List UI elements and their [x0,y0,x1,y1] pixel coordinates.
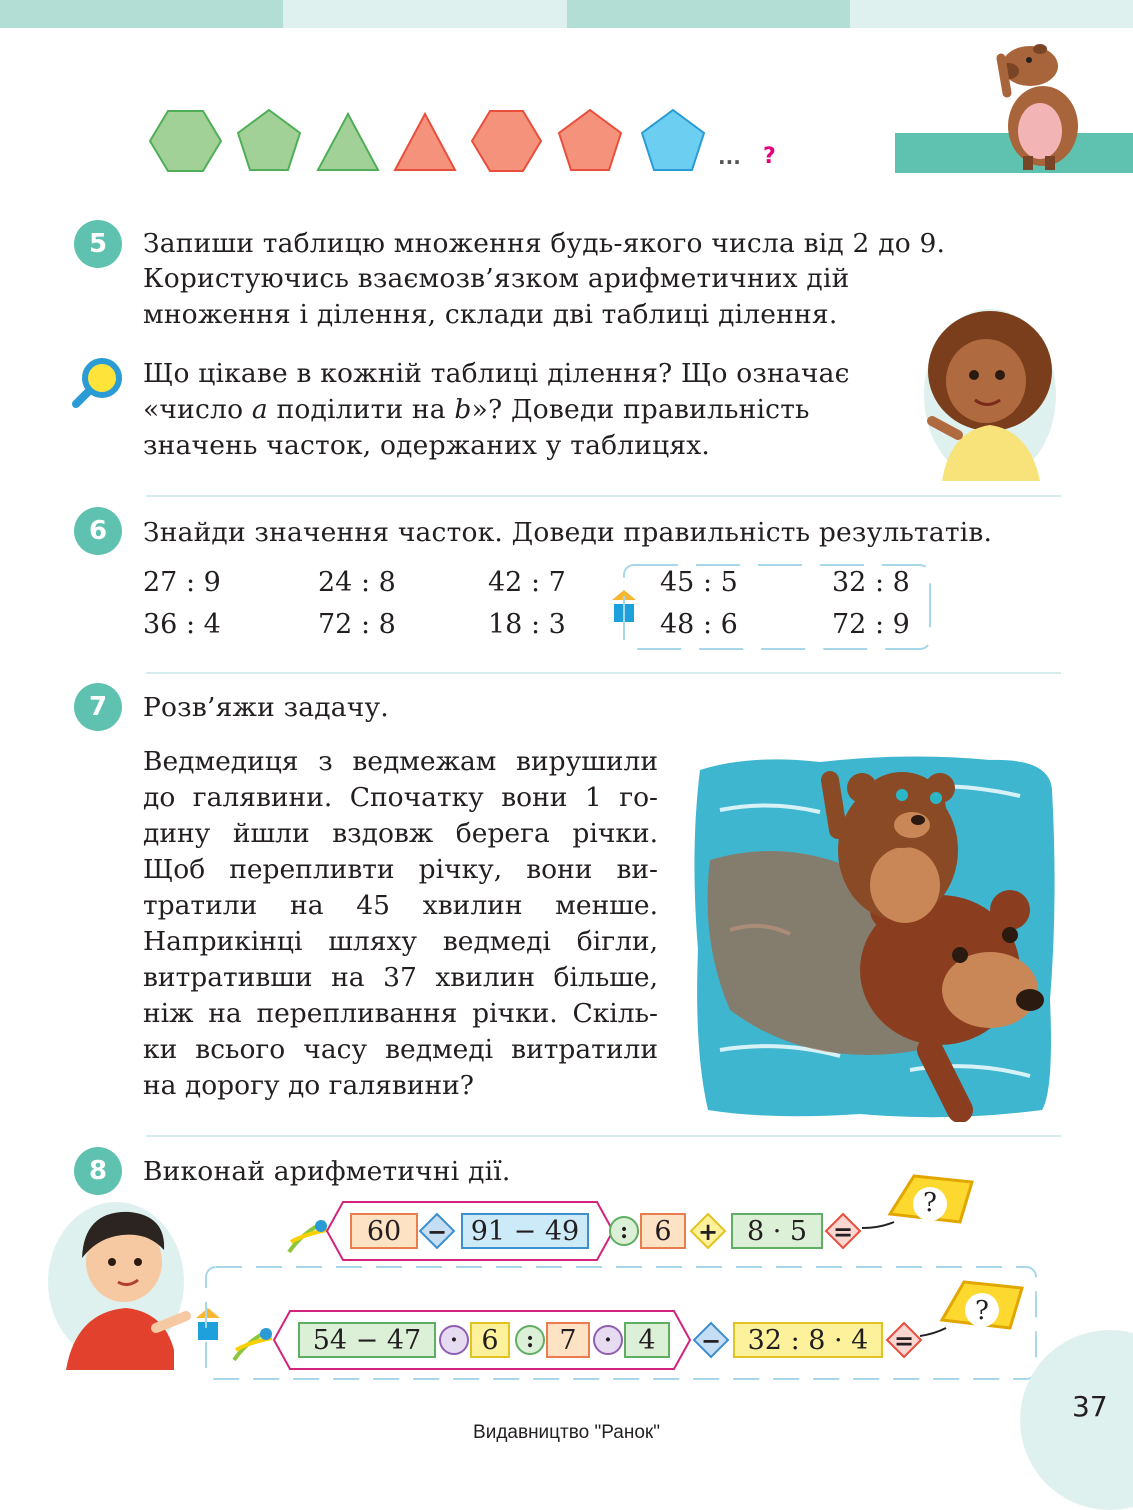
expr-32-8: 32 : 8 [832,567,910,598]
chain-2-value-c: 7 [546,1322,590,1358]
expr-18-3: 18 : 3 [488,609,566,640]
pattern-question-mark: ? [763,144,776,169]
task-7-problem [143,744,658,1104]
problem-line-4: Щоб перепливти річку, вони ви- [143,854,658,885]
shape-pattern [145,106,785,176]
green-triangle [318,114,378,170]
chain-2-value-b: 6 [470,1322,510,1358]
top-bar-segment-4 [850,0,1133,28]
expr-72-9: 72 : 9 [832,609,910,640]
expr-27-9: 27 : 9 [143,567,221,598]
boy-illustration [46,1200,196,1370]
separator-2 [146,672,1061,674]
problem-line-10: на дорогу до галявини? [143,1070,475,1101]
chain-2-multiply-sign-1: · [439,1325,469,1355]
q2-part-a: «число [143,394,252,425]
chain-1-value-a: 60 [350,1213,418,1249]
publisher-footer: Видавництво "Ранок" [473,1422,660,1443]
page-number: 37 [1072,1390,1108,1423]
task-5-question-line-3: значень часток, одержаних у таблицях. [143,430,711,461]
chain-2-divide-sign: : [515,1325,545,1355]
task-8-badge: 8 [74,1147,122,1195]
magnifier-icon [68,356,126,412]
chain-1-divide-sign: : [609,1216,639,1246]
task-5-line-2: Користуючись взаємозв’язком арифметичних дій [143,263,850,294]
problem-line-7: витративши на 37 хвилин більше, [143,962,658,993]
blue-pentagon [642,110,704,170]
chain-1-equals-sign: = [832,1216,854,1246]
chain-2-minus-sign: − [700,1325,722,1355]
expr-72-8: 72 : 8 [318,609,396,640]
task-6-text: Знайди значення часток. Доведи правильність результатів. [143,517,993,548]
chain-2-value-e: 32 : 8 · 4 [733,1322,883,1358]
chain-1-plus-sign: + [697,1216,719,1246]
variable-a: a [251,394,268,425]
task-5-question-line-1: Що цікаве в кожній таблиці ділення? Що означає [143,358,850,389]
chain-1-value-c: 6 [640,1213,686,1249]
top-bar-segment-2 [283,0,567,28]
chain-1-value-b: 91 − 49 [461,1213,589,1249]
task-7-title: Розв’яжи задачу. [143,692,389,723]
chain-2-value-a: 54 − 47 [298,1322,436,1358]
problem-line-6: Наприкінці шляху ведмеді бігли, [143,926,658,957]
separator-3 [146,1135,1061,1137]
kite-tail-icon-2 [230,1320,276,1362]
expr-48-6: 48 : 6 [660,609,738,640]
chain-2-equals-sign: = [893,1325,915,1355]
separator-1 [146,495,1061,497]
top-bar-segment-3 [567,0,850,28]
task-5-question-line-2 [143,392,810,428]
chain-2-multiply-sign-2: · [593,1325,623,1355]
green-hexagon [150,111,221,171]
problem-line-5: тратили на 45 хвилин менше. [143,890,658,921]
chain-2-result: ? [975,1296,989,1326]
bears-illustration [690,750,1060,1122]
task-5-line-1: Запиши таблицю множення будь-якого числа від 2 до 9. [143,228,946,259]
problem-line-3: дину йшли вздовж берега річки. [143,818,658,849]
red-triangle [395,114,455,170]
chain-1-minus-sign: − [426,1216,448,1246]
expr-45-5: 45 : 5 [660,567,738,598]
capybara-illustration [995,38,1095,173]
task-5-badge: 5 [74,220,122,268]
q2-part-b: поділити на [267,394,455,425]
chain-1-result: ? [923,1188,937,1218]
problem-line-8: ніж на перепливання річки. Скіль- [143,998,658,1029]
green-pentagon [238,110,300,170]
problem-line-1: Ведмедиця з ведмежам вирушили [143,746,658,777]
task-5-line-3: множення і ділення, склади дві таблиці ділення. [143,299,838,330]
top-bar-segment-1 [0,0,283,28]
pattern-ellipsis: ... [718,145,741,169]
task-8-title: Виконай арифметичні дії. [143,1156,511,1187]
expr-36-4: 36 : 4 [143,609,221,640]
chain-1-value-d: 8 · 5 [731,1213,823,1249]
task-6-badge: 6 [74,507,122,555]
expr-42-7: 42 : 7 [488,567,566,598]
problem-line-9: ки всього часу ведмеді витратили [143,1034,658,1065]
q2-part-c: »? Доведи правильність [471,394,810,425]
problem-line-2: до галявини. Спочатку вони 1 го- [143,782,658,813]
red-hexagon [472,111,541,171]
red-pentagon [559,110,621,170]
variable-b: b [454,394,472,425]
expr-24-8: 24 : 8 [318,567,396,598]
girl-illustration [920,303,1060,481]
task-7-badge: 7 [74,683,122,731]
chain-2-value-d: 4 [624,1322,670,1358]
